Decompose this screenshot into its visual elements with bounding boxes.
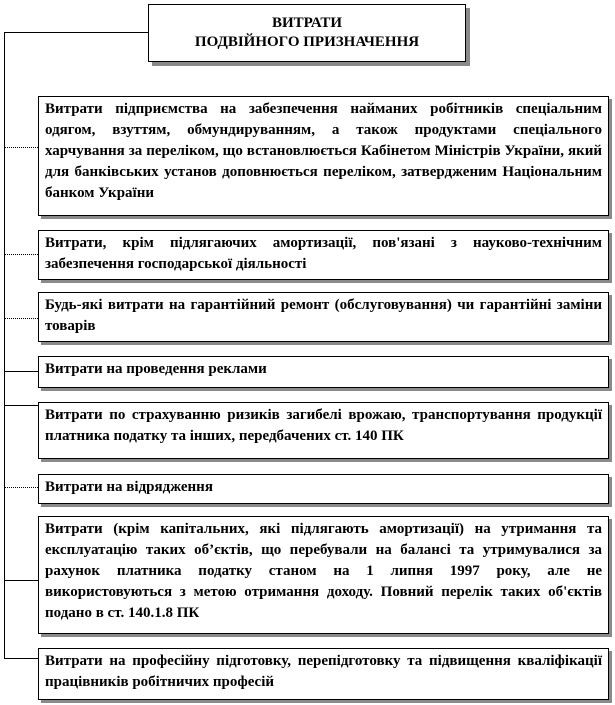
connector-item-8 xyxy=(4,658,38,659)
expense-item-professional-training: Витрати на професійну підготовку, перепідготовку та підвищення кваліфікації працівників робітничих професій xyxy=(38,648,609,700)
expense-item-business-trips: Витрати на відрядження xyxy=(38,474,609,504)
connector-item-5 xyxy=(4,405,38,406)
expense-item-scientific-technical: Витрати, крім підлягаючих амортизації, пов'язані з науково-технічним забезпечення господарської діяльності xyxy=(38,230,609,280)
expense-item-warranty-repair: Будь-які витрати на гарантійний ремонт (обслуговування) чи гарантійні заміни товарів xyxy=(38,292,609,342)
title-line-2: ПОДВІЙНОГО ПРИЗНАЧЕННЯ xyxy=(194,34,420,50)
expense-item-special-clothing: Витрати підприємства на забезпечення найманих робітників спеціальним одягом, взуттям, обмундируванням, а також продуктами спеціального харчування за переліком, що встановлюється Кабінетом Міністрів України, який для банківських установ доповнюється переліком, затвердженим Національним банком України xyxy=(38,96,609,216)
connector-item-7 xyxy=(4,580,38,581)
connector-item-2 xyxy=(4,254,38,255)
diagram-title xyxy=(148,4,466,62)
connector-title xyxy=(4,32,148,33)
connector-item-3 xyxy=(4,318,38,319)
expense-item-advertising: Витрати на проведення реклами xyxy=(38,356,609,388)
connector-item-4 xyxy=(4,371,38,372)
connector-item-1 xyxy=(4,147,38,148)
expense-item-object-maintenance: Витрати (крім капітальних, які підлягають амортизації) на утримання та експлуатацію таких об’єктів, що перебували на балансі та утримувалися за рахунок платника податку станом на 1 липня 1997 року, але не використовуються з метою отримання доходу. Повний перелік таких об'єктів подано в ст. 140.1.8 ПК xyxy=(38,516,609,634)
expense-item-insurance: Витрати по страхуванню ризиків загибелі врожаю, транспортування продукції платника податку та інших, передбачених ст. 140 ПК xyxy=(38,402,609,459)
title-line-1: ВИТРАТИ xyxy=(271,15,343,31)
connector-spine xyxy=(4,32,5,658)
connector-item-6 xyxy=(4,487,38,488)
